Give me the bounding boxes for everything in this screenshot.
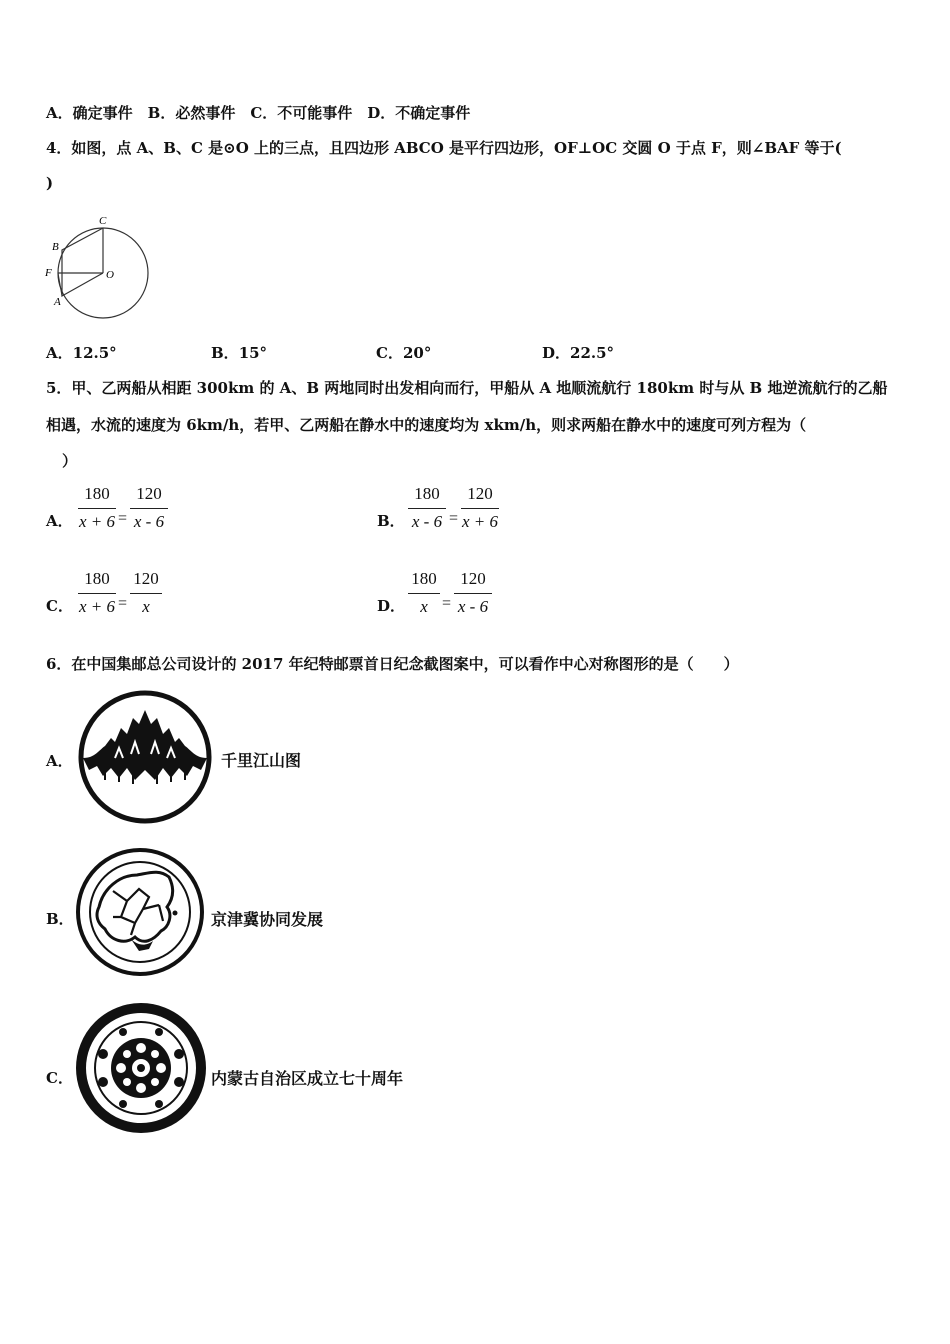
- equals-sign: =: [118, 595, 128, 612]
- option-letter: B．: [377, 512, 405, 530]
- q4-option-a[interactable]: A．12.5°: [46, 344, 117, 362]
- q4-question-text: 4．如图，点 A、B、C 是⊙O 上的三点，且四边形 ABCO 是平行四边形，OF⊥OC 交圆 O 于点 F，则∠BAF 等于(: [46, 139, 842, 157]
- equals-sign: =: [449, 510, 459, 527]
- stamp-caption: 内蒙古自治区成立七十周年: [211, 1069, 404, 1088]
- q4-option-c[interactable]: C．20°: [376, 344, 432, 362]
- label-b: B: [52, 241, 59, 253]
- stamp-caption: 京津冀协同发展: [211, 910, 324, 929]
- stamp-caption: 千里江山图: [221, 751, 302, 770]
- option-letter: B．: [46, 910, 74, 928]
- equals-sign: =: [442, 595, 452, 612]
- right-fraction: 120 x + 6: [461, 484, 499, 531]
- option-letter: A．: [46, 512, 73, 530]
- label-o: O: [106, 269, 114, 281]
- mountain-stamp-icon: [75, 688, 215, 826]
- label-a: A: [54, 296, 61, 308]
- right-fraction: 120 x: [130, 569, 162, 619]
- left-fraction: 180 x + 6: [78, 484, 116, 531]
- left-fraction: 180 x + 6: [78, 569, 116, 616]
- q5-question-text-cont: 相遇，水流的速度为 6km/h，若甲、乙两船在静水中的速度均为 xkm/h，则求两船在静水中的速度可列方程为（: [46, 416, 807, 434]
- option-letter: C．: [46, 597, 73, 615]
- q6-question-text: 6．在中国集邮总公司设计的 2017 年纪特邮票首日纪念截图案中，可以看作中心对称图形的是（ ）: [46, 655, 739, 673]
- map-stamp-icon: [73, 845, 207, 979]
- right-fraction: 120 x - 6: [454, 569, 492, 619]
- option-letter: C．: [46, 1069, 73, 1087]
- q3-options-line: A．确定事件 B．必然事件 C．不可能事件 D．不确定事件: [46, 104, 471, 122]
- q4-option-b[interactable]: B．15°: [211, 344, 268, 362]
- q5-question-text-end: ）: [62, 452, 78, 470]
- equals-sign: =: [118, 510, 128, 527]
- q4-option-d[interactable]: D．22.5°: [542, 344, 615, 362]
- right-fraction: 120 x - 6: [130, 484, 168, 534]
- option-letter: D．: [377, 597, 406, 615]
- label-c: C: [99, 215, 107, 227]
- left-fraction: 180 x: [408, 569, 440, 619]
- option-letter: A．: [46, 752, 73, 770]
- rosette-stamp-icon: [73, 1000, 209, 1136]
- label-f: F: [45, 267, 52, 279]
- q5-question-text: 5．甲、乙两船从相距 300km 的 A、B 两地同时出发相向而行，甲船从 A 地顺流航行 180km 时与从 B 地逆流航行的乙船: [46, 379, 888, 397]
- q4-circle-figure: [40, 212, 160, 322]
- left-fraction: 180 x - 6: [408, 484, 446, 534]
- q4-question-text-cont: ): [46, 174, 54, 192]
